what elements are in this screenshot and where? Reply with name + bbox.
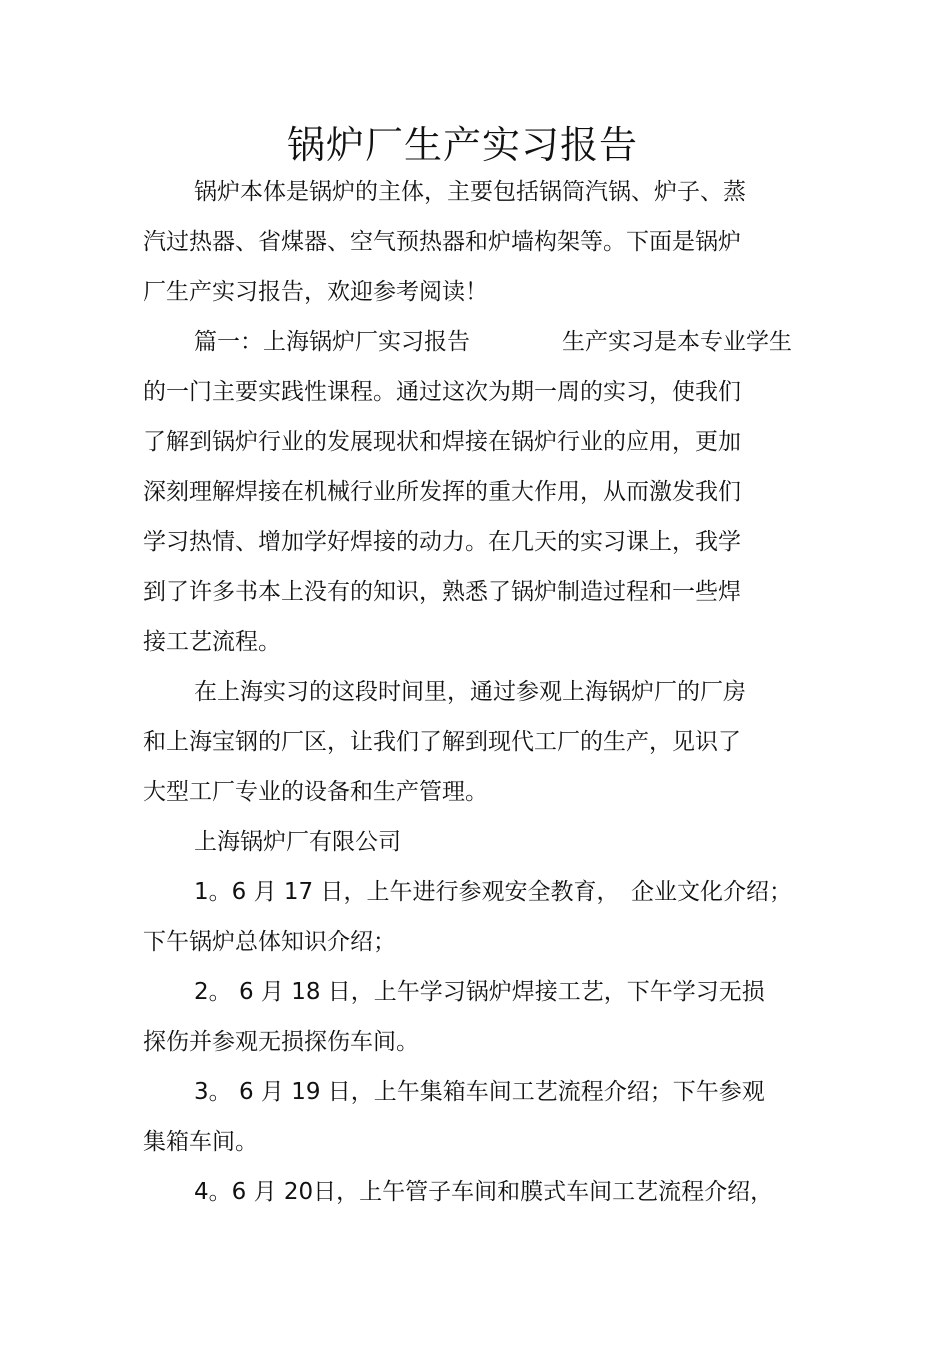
body-line: 到了许多书本上没有的知识，熟悉了锅炉制造过程和一些焊 [143, 579, 741, 605]
body-line: 在上海实习的这段时间里，通过参观上海锅炉厂的厂房 [194, 679, 746, 705]
schedule-item: 3。 6 月 19 日，上午集箱车间工艺流程介绍；下午参观 [194, 1079, 765, 1105]
body-line: 接工艺流程。 [143, 629, 281, 655]
document-title: 锅炉厂生产实习报告 [286, 123, 638, 167]
schedule-item: 2。 6 月 18 日，上午学习锅炉焊接工艺，下午学习无损 [194, 979, 765, 1005]
schedule-item-continued: 探伤并参观无损探伤车间。 [143, 1029, 419, 1055]
body-line: 的一门主要实践性课程。通过这次为期一周的实习，使我们 [143, 379, 741, 405]
schedule-item: 1。6 月 17 日，上午进行参观安全教育， 企业文化介绍； [194, 879, 792, 905]
body-line: 和上海宝钢的厂区，让我们了解到现代工厂的生产，见识了 [143, 729, 741, 755]
body-line: 学习热情、增加学好焊接的动力。在几天的实习课上，我学 [143, 529, 741, 555]
body-line: 篇一：上海锅炉厂实习报告 生产实习是本专业学生 [194, 329, 792, 355]
schedule-item-continued: 集箱车间。 [143, 1129, 258, 1155]
schedule-item-continued: 下午锅炉总体知识介绍； [143, 929, 396, 955]
schedule-item: 4。6 月 20日，上午管子车间和膜式车间工艺流程介绍， [194, 1179, 774, 1205]
body-line: 了解到锅炉行业的发展现状和焊接在锅炉行业的应用，更加 [143, 429, 741, 455]
body-line: 厂生产实习报告，欢迎参考阅读！ [143, 279, 488, 305]
body-line: 大型工厂专业的设备和生产管理。 [143, 779, 488, 805]
section-heading: 上海锅炉厂有限公司 [194, 829, 401, 855]
body-line: 深刻理解焊接在机械行业所发挥的重大作用，从而激发我们 [143, 479, 741, 505]
body-line: 汽过热器、省煤器、空气预热器和炉墙构架等。下面是锅炉 [143, 229, 741, 255]
body-line: 锅炉本体是锅炉的主体，主要包括锅筒汽锅、炉子、蒸 [194, 179, 746, 205]
